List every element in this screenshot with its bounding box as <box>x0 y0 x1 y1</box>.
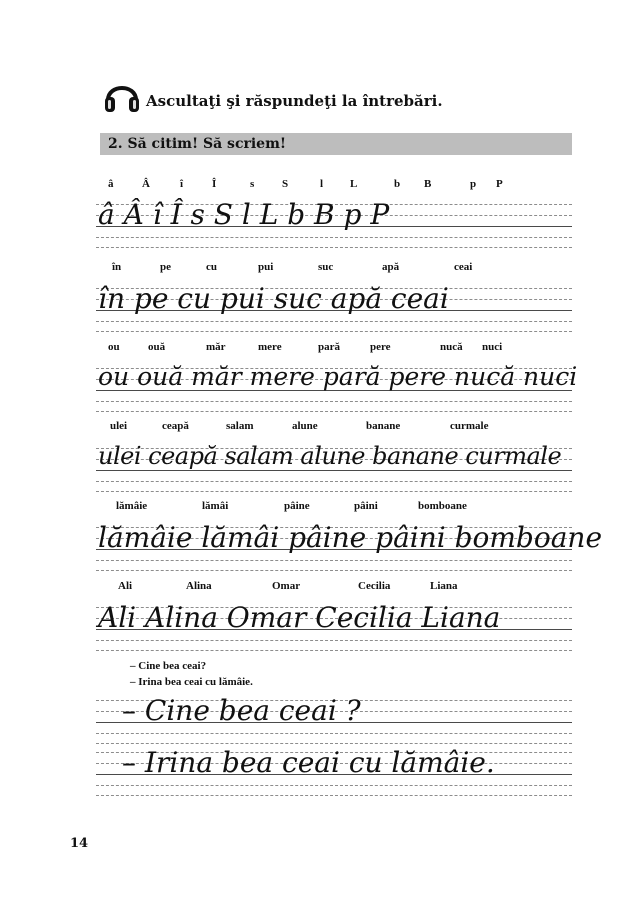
print-word: cu <box>206 261 217 273</box>
print-word: Î <box>212 178 217 190</box>
print-word: bomboane <box>418 500 467 512</box>
cursive-line: â Â î Î s S l L b B p P <box>98 198 390 231</box>
print-word: pară <box>318 341 340 353</box>
print-word: pe <box>160 261 171 273</box>
cursive-line: – Irina bea ceai cu lămâie. <box>122 746 495 779</box>
print-word: Liana <box>430 580 458 592</box>
print-word: ulei <box>110 420 128 432</box>
dialog-answer: – Irina bea ceai cu lămâie. <box>130 676 253 688</box>
instruction <box>104 75 443 115</box>
print-word: măr <box>206 341 226 353</box>
print-word: pere <box>370 341 391 353</box>
print-word: Cecilia <box>358 580 391 592</box>
print-word: mere <box>258 341 282 353</box>
print-word: Â <box>142 178 150 190</box>
print-word: Ali <box>118 580 133 592</box>
print-word: S <box>282 178 289 190</box>
instruction-text: Ascultaţi şi răspundeţi la întrebări. <box>146 92 443 110</box>
print-word: s <box>250 178 255 190</box>
print-word: nucă <box>440 341 463 353</box>
print-word: â <box>108 178 114 190</box>
print-word: ou <box>108 341 120 353</box>
print-word: banane <box>366 420 401 432</box>
print-word: salam <box>226 420 254 432</box>
print-word: alune <box>292 420 318 432</box>
print-word: pâini <box>354 500 378 512</box>
page-number: 14 <box>70 836 89 851</box>
headphones-icon <box>104 76 140 114</box>
print-word: Omar <box>272 580 301 592</box>
print-word: suc <box>318 261 334 273</box>
print-word: Alina <box>186 580 212 592</box>
cursive-line: Ali Alina Omar Cecilia Liana <box>98 601 501 634</box>
print-word: B <box>424 178 432 190</box>
print-word: î <box>180 178 184 190</box>
cursive-line: în pe cu pui suc apă ceai <box>98 282 449 315</box>
dialog-question: – Cine bea ceai? <box>130 660 207 672</box>
print-word: L <box>350 178 358 190</box>
print-word: în <box>112 261 122 273</box>
print-word: lămâi <box>202 500 229 512</box>
print-word: apă <box>382 261 400 273</box>
print-word: b <box>394 178 401 190</box>
cursive-line: lămâie lămâi pâine pâini bomboane <box>98 521 603 554</box>
print-word: p <box>470 178 477 190</box>
print-word: pui <box>258 261 274 273</box>
cursive-line: ou ouă măr mere pară pere nucă nuci <box>98 362 578 391</box>
print-word: curmale <box>450 420 489 432</box>
print-word: nuci <box>482 341 503 353</box>
cursive-line: – Cine bea ceai ? <box>122 694 361 727</box>
print-word: P <box>496 178 503 190</box>
section-title: 2. Să citim! Să scriem! <box>108 136 287 152</box>
print-word: lămâie <box>116 500 148 512</box>
print-word: l <box>320 178 324 190</box>
print-word: ceapă <box>162 420 189 432</box>
print-word: pâine <box>284 500 310 512</box>
print-word: ceai <box>454 261 473 273</box>
print-word: ouă <box>148 341 166 353</box>
cursive-line: ulei ceapă salam alune banane curmale <box>98 442 562 470</box>
